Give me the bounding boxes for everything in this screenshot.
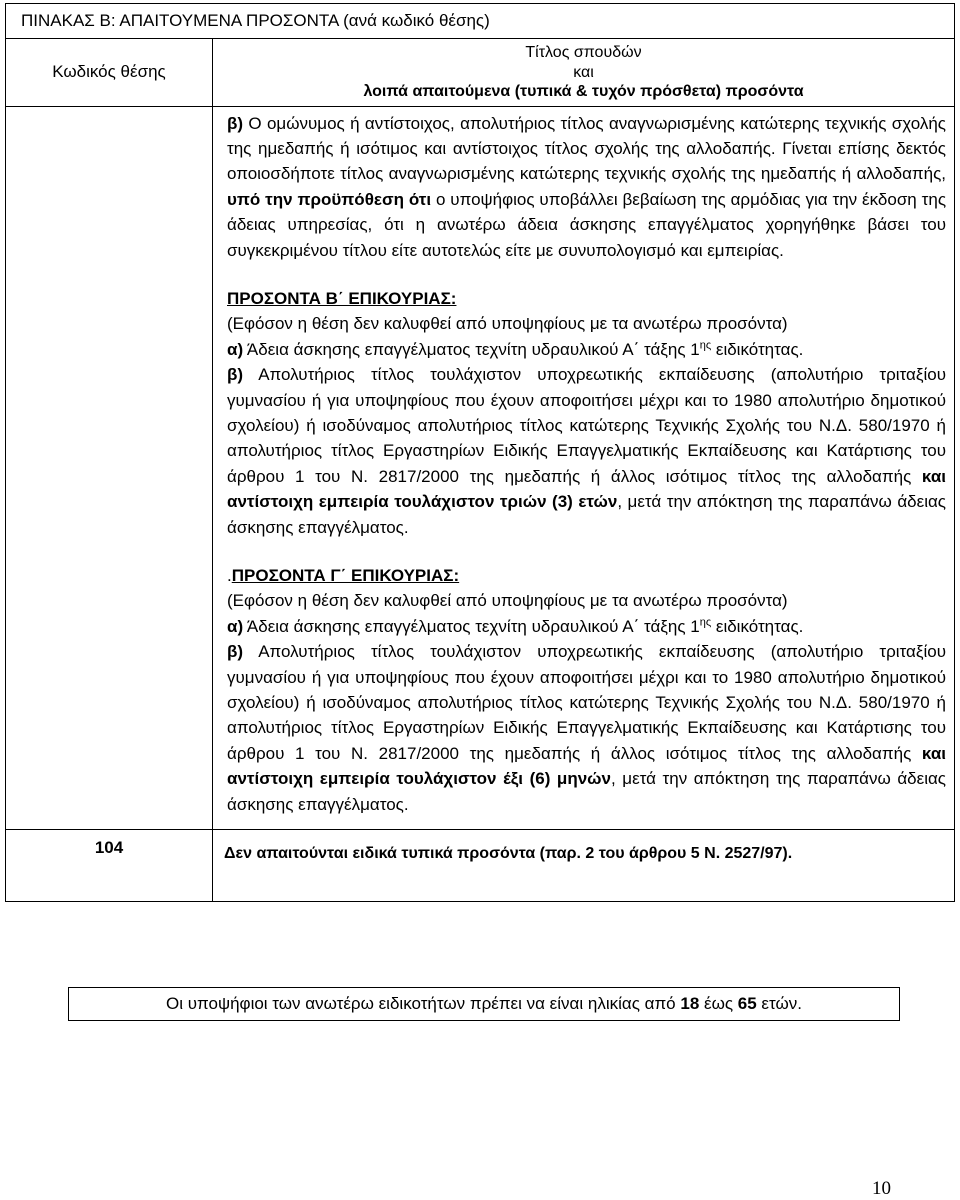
section-c-item-b: β) Απολυτήριος τίτλος τουλάχιστον υποχρεωτικής εκπαίδευσης (απολυτήριο τριταξίου γυμνασίου ή για υποψηφίους που έχουν αποφοιτήσει μέχρι και το 1980 απολυτήριο δημοτικού σχολείου) ή ισοδύναμος απολυτήριος τίτλος κατώτερης Τεχνικής Σχολής του Ν.Δ. 580/1970 ή απολυτήριος τίτλος Εργαστηρίων Ειδικής Επαγγελματικής Εκπαίδευσης και Κατάρτισης του άρθρου 1 του Ν. 2817/2000 της ημεδαπής ή άλλος ισότιμος τίτλος της αλλοδαπής και αντίστοιχη εμπειρία τουλάχιστον έξι (6) μηνών, μετά την απόκτηση της παραπάνω άδειας άσκησης επαγγέλματος. (227, 642, 946, 814)
requirements-table (5, 3, 955, 902)
position-104-requirements: Δεν απαιτούνται ειδικά τυπικά προσόντα (παρ. 2 του άρθρου 5 Ν. 2527/97). (213, 830, 955, 902)
section-b-item-a: α) Άδεια άσκησης επαγγέλματος τεχνίτη υδραυλικού Α΄ τάξης $1^{\eta\varsigma}$ ειδικότητας. (227, 339, 804, 359)
section-c-title: .ΠΡΟΣΟΝΤΑ Γ΄ ΕΠΙΚΟΥΡΙΑΣ: (227, 566, 460, 585)
age-requirement-note: Οι υποψήφιοι των ανωτέρω ειδικοτήτων πρέπει να είναι ηλικίας από 18 έως 65 ετών. (68, 987, 900, 1021)
section-b-note: (Εφόσον η θέση δεν καλυφθεί από υποψηφίους με τα ανωτέρω προσόντα) (227, 314, 788, 334)
column-header-code: Κωδικός θέσης (6, 39, 213, 107)
section-b-item-b: β) Απολυτήριος τίτλος τουλάχιστον υποχρεωτικής εκπαίδευσης (απολυτήριο τριταξίου γυμνασίου ή για υποψηφίους που έχουν αποφοιτήσει μέχρι και το 1980 απολυτήριο δημοτικού σχολείου) ή ισοδύναμος απολυτήριος τίτλος κατώτερης Τεχνικής Σχολής του Ν.Δ. 580/1970 ή απολυτήριος τίτλος Εργαστηρίων Ειδικής Επαγγελματικής Εκπαίδευσης και Κατάρτισης του άρθρου 1 του Ν. 2817/2000 της ημεδαπής ή άλλος ισότιμος τίτλος της αλλοδαπής και αντίστοιχη εμπειρία τουλάχιστον τριών (3) ετών, μετά την απόκτηση της παραπάνω άδειας άσκησης επαγγέλματος. (227, 365, 946, 537)
section-b-title: ΠΡΟΣΟΝΤΑ Β΄ ΕΠΙΚΟΥΡΙΑΣ: (227, 288, 457, 308)
position-code-104: 104 (6, 830, 213, 902)
column-header-line-1: Τίτλος σπουδών (525, 44, 642, 61)
section-c-note: (Εφόσον η θέση δεν καλυφθεί από υποψηφίους με τα ανωτέρω προσόντα) (227, 591, 788, 611)
section-c-item-a: α) Άδεια άσκησης επαγγέλματος τεχνίτη υδραυλικού Α΄ τάξης $1^{\eta\varsigma}$ ειδικότητας. (227, 616, 804, 636)
column-header-line-2: και (573, 63, 594, 81)
column-header-titles (213, 39, 955, 107)
requirements-content (213, 106, 955, 830)
table-title: ΠΙΝΑΚΑΣ Β: ΑΠΑΙΤΟΥΜΕΝΑ ΠΡΟΣΟΝΤΑ (ανά κωδικό θέσης) (6, 4, 955, 39)
column-header-line-3: λοιπά απαιτούμενα (τυπικά & τυχόν πρόσθετα) προσόντα (363, 83, 804, 100)
code-cell-empty (6, 106, 213, 830)
page-number: 10 (872, 1178, 891, 1199)
paragraph-b-main: β) Ο ομώνυμος ή αντίστοιχος, απολυτήριος τίτλος αναγνωρισμένης κατώτερης τεχνικής σχολής της ημεδαπής ή ισότιμος και αντίστοιχος τίτλος σχολής της αλλοδαπής. Γίνεται επίσης δεκτός οποιοσδήποτε τίτλος αναγνωρισμένης κατώτερης τεχνικής σχολής της ημεδαπής ή αλλοδαπής, υπό την προϋπόθεση ότι ο υποψήφιος υποβάλλει βεβαίωση της αρμόδιας για την έκδοση της άδειας υπηρεσίας, ότι η ανωτέρω άδεια άσκησης επαγγέλματος χορηγήθηκε βάσει του συγκεκριμένου τίτλου είτε αυτοτελώς είτε με συνυπολογισμό και εμπειρίας. (227, 113, 947, 260)
